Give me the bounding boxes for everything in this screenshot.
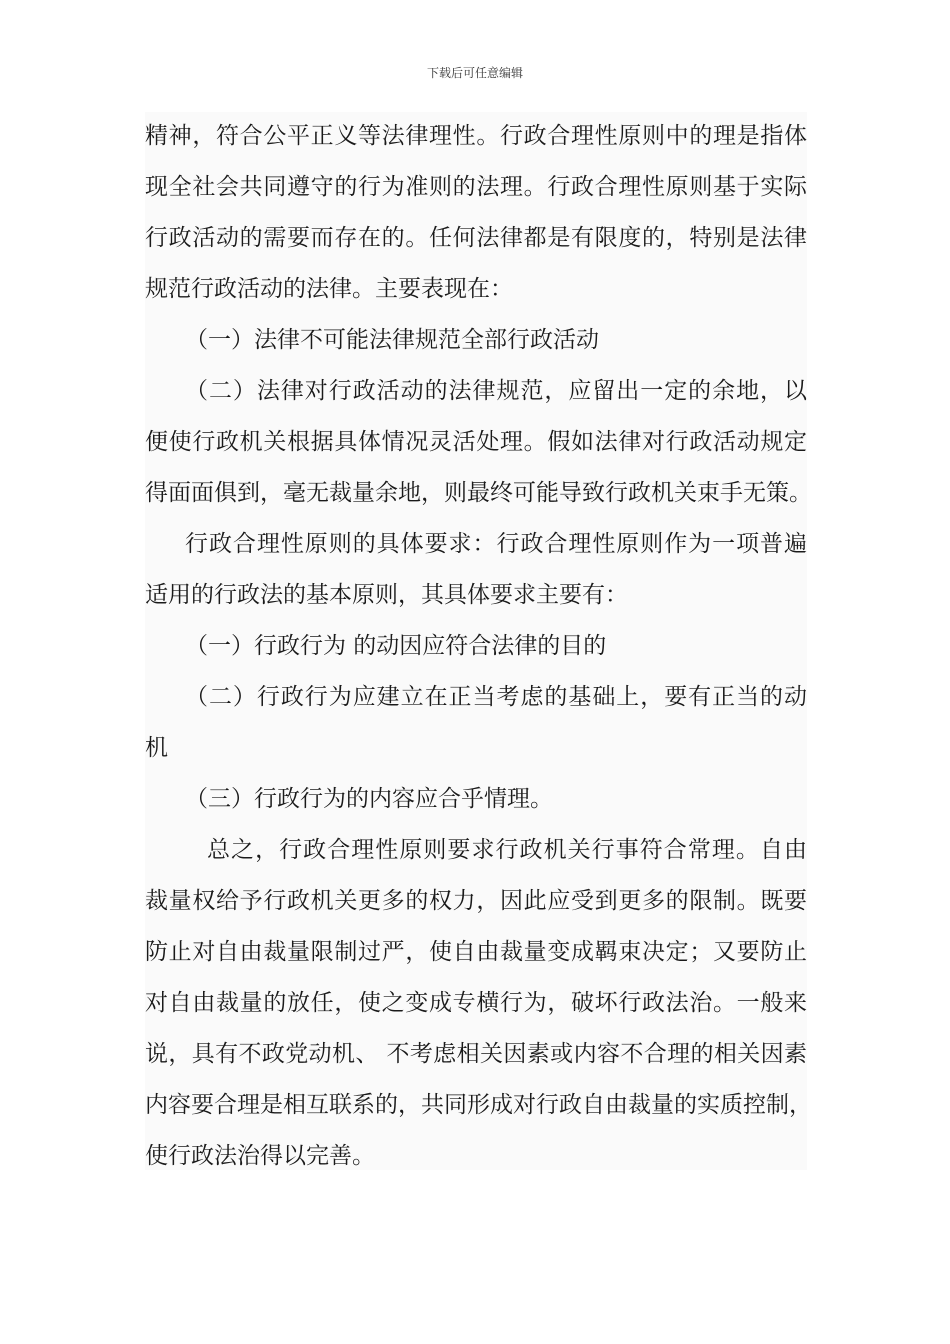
text-line: 行政合理性原则的具体要求：行政合理性原则作为一项普遍 xyxy=(185,531,807,557)
text-line: 便使行政机关根据具体情况灵活处理。假如法律对行政活动规定 xyxy=(145,429,807,455)
text-line: 精神，符合公平正义等法律理性。行政合理性原则中的理是指体 xyxy=(145,123,807,149)
text-line: （一）行政行为 的动因应符合法律的目的 xyxy=(185,633,607,659)
page-header: 下载后可任意编辑 xyxy=(426,66,523,80)
text-line: （三）行政行为的内容应合乎情理。 xyxy=(185,786,553,812)
text-line: 防止对自由裁量限制过严，使自由裁量变成羁束决定；又要防止 xyxy=(145,939,807,965)
text-line: 内容要合理是相互联系的，共同形成对行政自由裁量的实质控制， xyxy=(145,1092,812,1118)
text-line: 适用的行政法的基本原则，其具体要求主要有： xyxy=(145,582,628,608)
text-line: （二）法律对行政活动的法律规范，应留出一定的余地，以 xyxy=(185,378,807,404)
text-line: 规范行政活动的法律。主要表现在： xyxy=(145,276,513,302)
text-line: （一）法律不可能法律规范全部行政活动 xyxy=(185,327,599,353)
text-line: 说，具有不政党动机、 不考虑相关因素或内容不合理的相关因素 xyxy=(145,1041,807,1067)
text-line: 总之，行政合理性原则要求行政机关行事符合常理。自由 xyxy=(207,837,807,863)
text-line: 对自由裁量的放任，使之变成专横行为，破坏行政法治。一般来 xyxy=(145,990,807,1016)
text-line: 机 xyxy=(145,735,168,761)
text-line: 得面面俱到，毫无裁量余地，则最终可能导致行政机关束手无策。 xyxy=(145,480,812,506)
text-line: 行政活动的需要而存在的。任何法律都是有限度的，特别是法律 xyxy=(145,225,807,251)
text-line: （二）行政行为应建立在正当考虑的基础上，要有正当的动 xyxy=(185,684,807,710)
document-body xyxy=(145,112,812,1170)
text-line: 裁量权给予行政机关更多的权力，因此应受到更多的限制。既要 xyxy=(145,888,807,914)
text-line: 使行政法治得以完善。 xyxy=(145,1143,375,1169)
text-line: 现全社会共同遵守的行为准则的法理。行政合理性原则基于实际 xyxy=(145,174,807,200)
